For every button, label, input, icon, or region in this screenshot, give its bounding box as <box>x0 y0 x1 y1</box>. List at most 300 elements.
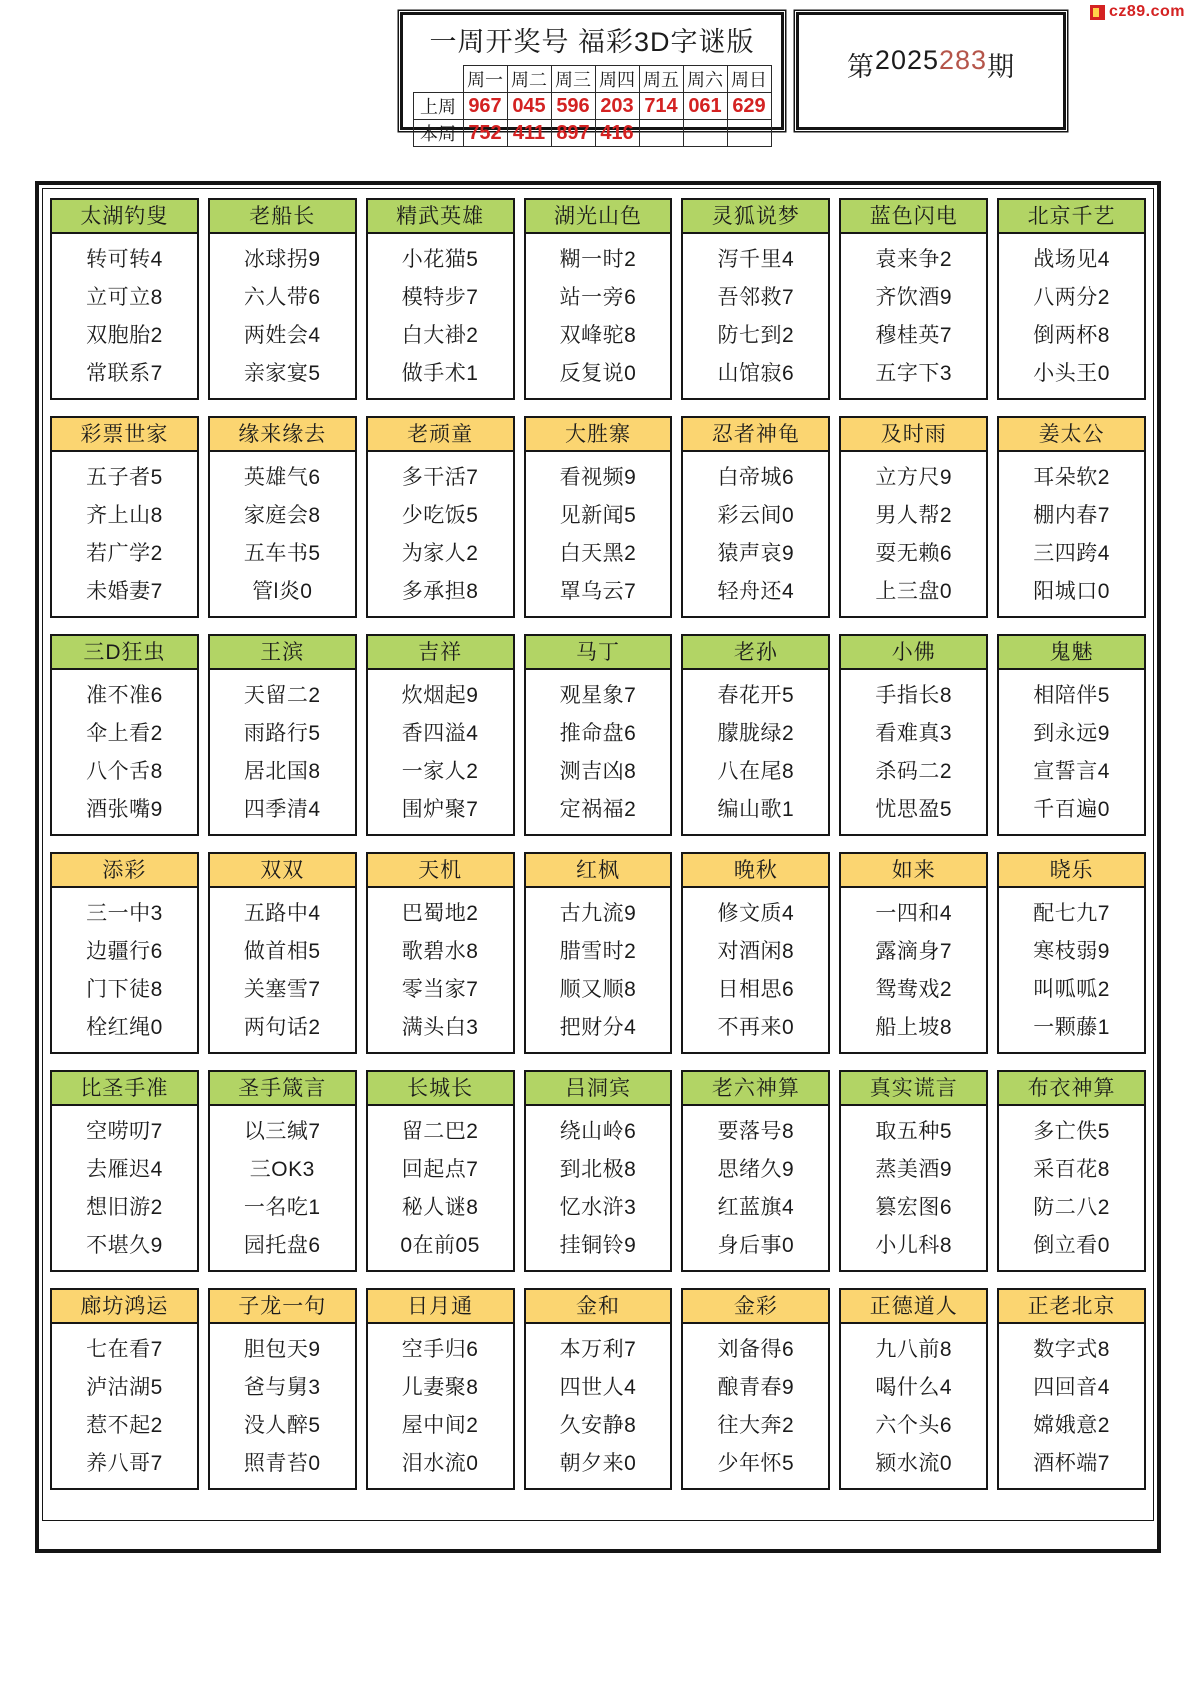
riddle-line: 蒸美酒9 <box>875 1158 953 1181</box>
riddle-line: 五字下3 <box>875 362 953 385</box>
riddle-line: 朦胧绿2 <box>717 722 795 745</box>
riddle-card-title: 正老北京 <box>999 1290 1144 1324</box>
riddle-line: 冰球拐9 <box>243 248 321 271</box>
riddle-card-title: 缘来缘去 <box>210 418 355 452</box>
site-logo[interactable] <box>1090 3 1185 21</box>
riddle-line: 香四溢4 <box>401 722 479 745</box>
riddle-card <box>50 1070 199 1272</box>
riddle-card <box>997 416 1146 618</box>
riddle-card-title: 晚秋 <box>683 854 828 888</box>
riddle-line: 一名吃1 <box>243 1196 321 1219</box>
riddle-line: 观星象7 <box>559 684 637 707</box>
riddle-line: 站一旁6 <box>559 286 637 309</box>
riddle-board <box>35 181 1161 1553</box>
riddle-card-title: 大胜寨 <box>526 418 671 452</box>
riddle-card <box>366 416 515 618</box>
riddle-line: 栓红绳0 <box>86 1016 163 1039</box>
riddle-card-title: 布衣神算 <box>999 1072 1144 1106</box>
riddle-line: 居北国8 <box>243 760 321 783</box>
riddle-line: 嫦娥意2 <box>1033 1414 1110 1437</box>
riddle-card-body <box>210 888 355 1047</box>
riddle-line: 袁来争2 <box>875 248 953 271</box>
riddle-card <box>681 852 830 1054</box>
riddle-line: 修文质4 <box>717 902 795 925</box>
riddle-line: 满头白3 <box>401 1016 479 1039</box>
riddle-line: 忆水浒3 <box>559 1196 637 1219</box>
riddle-card <box>366 634 515 836</box>
riddle-line: 屋中间2 <box>401 1414 479 1437</box>
issue-prefix: 第 <box>846 52 875 82</box>
riddle-line: 男人帮2 <box>875 504 953 527</box>
riddle-line: 未婚妻7 <box>86 580 163 603</box>
riddle-card-title: 比圣手准 <box>52 1072 197 1106</box>
riddle-card-title: 姜太公 <box>999 418 1144 452</box>
riddle-line: 雨路行5 <box>243 722 321 745</box>
riddle-line: 阳城口0 <box>1033 580 1110 603</box>
riddle-line: 常联系7 <box>86 362 163 385</box>
riddle-card-title: 彩票世家 <box>52 418 197 452</box>
riddle-card-title: 吉祥 <box>368 636 513 670</box>
riddle-card-body <box>368 888 513 1047</box>
riddle-card-title: 小佛 <box>841 636 986 670</box>
riddle-card-title: 鬼魅 <box>999 636 1144 670</box>
riddle-line: 山馆寂6 <box>717 362 795 385</box>
riddle-card-title: 及时雨 <box>841 418 986 452</box>
riddle-card-body <box>52 1324 197 1483</box>
riddle-card <box>366 198 515 400</box>
riddle-line: 想旧游2 <box>86 1196 163 1219</box>
riddle-card-body <box>52 670 197 829</box>
riddle-line: 多亡佚5 <box>1033 1120 1110 1143</box>
riddle-line: 泸沽湖5 <box>86 1376 163 1399</box>
riddle-card-title: 忍者神龟 <box>683 418 828 452</box>
riddle-line: 测吉凶8 <box>559 760 637 783</box>
riddle-card-body <box>999 452 1144 611</box>
riddle-line: 少年怀5 <box>717 1452 795 1475</box>
riddle-line: 上三盘0 <box>875 580 953 603</box>
riddle-card <box>839 634 988 836</box>
riddle-card <box>366 852 515 1054</box>
draw-number: 629 <box>727 93 771 120</box>
riddle-line: 要落号8 <box>717 1120 795 1143</box>
riddle-card <box>839 1070 988 1272</box>
riddle-card-body <box>210 670 355 829</box>
riddle-line: 喝什么4 <box>875 1376 953 1399</box>
draw-number: 416 <box>595 120 639 147</box>
riddle-line: 红蓝旗4 <box>717 1196 795 1219</box>
site-logo-text: cz89.com <box>1108 3 1185 20</box>
riddle-card <box>839 198 988 400</box>
day-header: 周三 <box>551 66 595 93</box>
riddle-line: 照青苔0 <box>243 1452 321 1475</box>
riddle-card-body <box>999 1106 1144 1265</box>
issue-panel <box>796 12 1066 130</box>
riddle-line: 小儿科8 <box>875 1234 953 1257</box>
riddle-line: 儿妻聚8 <box>401 1376 479 1399</box>
riddle-board-inner <box>42 188 1154 1521</box>
riddle-line: 秘人谜8 <box>401 1196 479 1219</box>
riddle-line: 定祸福2 <box>559 798 637 821</box>
riddle-card-body <box>683 1324 828 1483</box>
riddle-line: 相陪伴5 <box>1033 684 1110 707</box>
results-row <box>413 93 771 120</box>
riddle-card <box>524 852 673 1054</box>
riddle-card-body <box>526 670 671 829</box>
riddle-line: 0在前05 <box>400 1234 480 1257</box>
riddle-line: 空手归6 <box>401 1338 479 1361</box>
riddle-line: 双峰驼8 <box>559 324 637 347</box>
riddle-line: 四季清4 <box>243 798 321 821</box>
day-header: 周六 <box>683 66 727 93</box>
riddle-line: 彩云间0 <box>717 504 795 527</box>
riddle-line: 管l炎0 <box>252 580 313 603</box>
draw-number: 752 <box>463 120 507 147</box>
riddle-card-body <box>999 670 1144 829</box>
riddle-line: 往大奔2 <box>717 1414 795 1437</box>
riddle-card-body <box>52 234 197 393</box>
riddle-line: 泪水流0 <box>401 1452 479 1475</box>
riddle-line: 篡宏图6 <box>875 1196 953 1219</box>
riddle-line: 以三缄7 <box>243 1120 321 1143</box>
riddle-line: 酿青春9 <box>717 1376 795 1399</box>
riddle-line: 罩乌云7 <box>559 580 637 603</box>
riddle-line: 吾邻救7 <box>717 286 795 309</box>
riddle-line: 九八前8 <box>875 1338 953 1361</box>
riddle-line: 本万利7 <box>559 1338 637 1361</box>
riddle-line: 转可转4 <box>86 248 163 271</box>
riddle-card <box>50 198 199 400</box>
riddle-card <box>997 1288 1146 1490</box>
riddle-card-title: 廊坊鸿运 <box>52 1290 197 1324</box>
riddle-line: 身后事0 <box>717 1234 795 1257</box>
riddle-card-title: 马丁 <box>526 636 671 670</box>
riddle-line: 杀码二2 <box>875 760 953 783</box>
draw-number: 596 <box>551 93 595 120</box>
riddle-line: 鸳鸯戏2 <box>875 978 953 1001</box>
table-corner-cell <box>413 66 463 93</box>
draw-number <box>683 120 727 147</box>
riddle-line: 刘备得6 <box>717 1338 795 1361</box>
riddle-card <box>524 198 673 400</box>
riddle-line: 双胞胎2 <box>86 324 163 347</box>
riddle-card-title: 双双 <box>210 854 355 888</box>
riddle-card <box>524 1070 673 1272</box>
draw-number: 061 <box>683 93 727 120</box>
riddle-card-body <box>841 1324 986 1483</box>
riddle-card <box>366 1288 515 1490</box>
riddle-line: 战场见4 <box>1033 248 1110 271</box>
riddle-card-body <box>841 888 986 1047</box>
riddle-card-body <box>841 1106 986 1265</box>
riddle-card-title: 真实谎言 <box>841 1072 986 1106</box>
riddle-line: 亲家宴5 <box>243 362 321 385</box>
draw-number: 203 <box>595 93 639 120</box>
riddle-card-body <box>210 1324 355 1483</box>
riddle-line: 朝夕来0 <box>559 1452 637 1475</box>
riddle-line: 炊烟起9 <box>401 684 479 707</box>
riddle-line: 爸与舅3 <box>243 1376 321 1399</box>
riddle-line: 反复说0 <box>559 362 637 385</box>
riddle-line: 白天黑2 <box>559 542 637 565</box>
riddle-line: 零当家7 <box>401 978 479 1001</box>
riddle-card-body <box>368 1106 513 1265</box>
riddle-line: 穆桂英7 <box>875 324 953 347</box>
riddle-card-title: 蓝色闪电 <box>841 200 986 234</box>
riddle-line: 思绪久9 <box>717 1158 795 1181</box>
riddle-card-title: 金彩 <box>683 1290 828 1324</box>
riddle-line: 去雁迟4 <box>86 1158 163 1181</box>
draw-number: 411 <box>507 120 551 147</box>
riddle-card <box>366 1070 515 1272</box>
riddle-line: 立可立8 <box>86 286 163 309</box>
riddle-line: 推命盘6 <box>559 722 637 745</box>
draw-number <box>639 120 683 147</box>
riddle-card-body <box>526 452 671 611</box>
riddle-line: 配七九7 <box>1033 902 1110 925</box>
riddle-line: 伞上看2 <box>86 722 163 745</box>
riddle-card-title: 日月通 <box>368 1290 513 1324</box>
riddle-line: 酒杯端7 <box>1033 1452 1110 1475</box>
riddle-line: 对酒闲8 <box>717 940 795 963</box>
riddle-card <box>208 416 357 618</box>
issue-number: 283 <box>939 45 988 75</box>
riddle-card-title: 如来 <box>841 854 986 888</box>
riddle-line: 防七到2 <box>717 324 795 347</box>
riddle-line: 数字式8 <box>1033 1338 1110 1361</box>
riddle-line: 耳朵软2 <box>1033 466 1110 489</box>
riddle-line: 两姓会4 <box>243 324 321 347</box>
riddle-line: 猿声哀9 <box>717 542 795 565</box>
riddle-card <box>50 1288 199 1490</box>
riddle-line: 轻舟还4 <box>717 580 795 603</box>
riddle-card-body <box>210 234 355 393</box>
riddle-line: 三OK3 <box>249 1158 315 1181</box>
riddle-line: 不再来0 <box>717 1016 795 1039</box>
riddle-line: 两句话2 <box>243 1016 321 1039</box>
riddle-line: 少吃饭5 <box>401 504 479 527</box>
riddle-line: 看视频9 <box>559 466 637 489</box>
riddle-card <box>997 852 1146 1054</box>
riddle-card <box>208 198 357 400</box>
riddle-card-title: 三D狂虫 <box>52 636 197 670</box>
riddle-card <box>208 1070 357 1272</box>
riddle-card <box>839 1288 988 1490</box>
riddle-card-title: 吕洞宾 <box>526 1072 671 1106</box>
riddle-card-body <box>841 670 986 829</box>
riddle-line: 七在看7 <box>86 1338 163 1361</box>
riddle-line: 八两分2 <box>1033 286 1110 309</box>
riddle-line: 春花开5 <box>717 684 795 707</box>
riddle-line: 胆包天9 <box>243 1338 321 1361</box>
riddle-line: 把财分4 <box>559 1016 637 1039</box>
riddle-line: 绕山岭6 <box>559 1120 637 1143</box>
riddle-card-title: 天机 <box>368 854 513 888</box>
riddle-line: 做手术1 <box>401 362 479 385</box>
riddle-line: 一家人2 <box>401 760 479 783</box>
riddle-line: 做首相5 <box>243 940 321 963</box>
results-row-label: 本周 <box>413 120 463 147</box>
riddle-card <box>50 416 199 618</box>
riddle-card <box>524 1288 673 1490</box>
riddle-card-title: 老六神算 <box>683 1072 828 1106</box>
riddle-card-body <box>999 234 1144 393</box>
riddle-card-title: 老顽童 <box>368 418 513 452</box>
day-header: 周二 <box>507 66 551 93</box>
riddle-card <box>208 1288 357 1490</box>
riddle-line: 见新闻5 <box>559 504 637 527</box>
riddle-card-title: 太湖钓叟 <box>52 200 197 234</box>
riddle-card-title: 子龙一句 <box>210 1290 355 1324</box>
riddle-line: 六人带6 <box>243 286 321 309</box>
draw-number: 714 <box>639 93 683 120</box>
riddle-card-title: 红枫 <box>526 854 671 888</box>
riddle-card-title: 湖光山色 <box>526 200 671 234</box>
riddle-line: 关塞雪7 <box>243 978 321 1001</box>
riddle-card-title: 精武英雄 <box>368 200 513 234</box>
riddle-line: 一颗藤1 <box>1033 1016 1110 1039</box>
riddle-line: 久安静8 <box>559 1414 637 1437</box>
riddle-card-body <box>526 234 671 393</box>
riddle-line: 六个头6 <box>875 1414 953 1437</box>
day-header: 周一 <box>463 66 507 93</box>
riddle-card <box>839 416 988 618</box>
riddle-card-body <box>683 670 828 829</box>
riddle-card <box>681 198 830 400</box>
riddle-card-title: 王滨 <box>210 636 355 670</box>
riddle-card <box>50 852 199 1054</box>
riddle-line: 八个舌8 <box>86 760 163 783</box>
riddle-card-body <box>210 452 355 611</box>
riddle-card <box>997 1070 1146 1272</box>
riddle-line: 腊雪时2 <box>559 940 637 963</box>
day-header: 周五 <box>639 66 683 93</box>
riddle-card-title: 灵狐说梦 <box>683 200 828 234</box>
riddle-line: 歌碧水8 <box>401 940 479 963</box>
riddle-line: 五子者5 <box>86 466 163 489</box>
riddle-line: 寒枝弱9 <box>1033 940 1110 963</box>
riddle-line: 家庭会8 <box>243 504 321 527</box>
riddle-card-title: 老船长 <box>210 200 355 234</box>
draw-number: 045 <box>507 93 551 120</box>
weekly-results-table <box>413 65 772 147</box>
riddle-line: 齐上山8 <box>86 504 163 527</box>
riddle-line: 挂铜铃9 <box>559 1234 637 1257</box>
riddle-line: 为家人2 <box>401 542 479 565</box>
riddle-card-body <box>52 1106 197 1265</box>
riddle-card-body <box>368 670 513 829</box>
riddle-card-body <box>999 1324 1144 1483</box>
riddle-card-title: 金和 <box>526 1290 671 1324</box>
riddle-line: 小花猫5 <box>401 248 479 271</box>
riddle-line: 天留二2 <box>243 684 321 707</box>
riddle-card-title: 晓乐 <box>999 854 1144 888</box>
riddle-line: 采百花8 <box>1033 1158 1110 1181</box>
draw-number <box>727 120 771 147</box>
riddle-line: 没人醉5 <box>243 1414 321 1437</box>
riddle-line: 棚内春7 <box>1033 504 1110 527</box>
riddle-line: 多承担8 <box>401 580 479 603</box>
riddle-line: 八在尾8 <box>717 760 795 783</box>
riddle-line: 日相思6 <box>717 978 795 1001</box>
riddle-line: 边疆行6 <box>86 940 163 963</box>
riddle-card-title: 长城长 <box>368 1072 513 1106</box>
riddle-line: 五路中4 <box>243 902 321 925</box>
results-row-label: 上周 <box>413 93 463 120</box>
riddle-card-body <box>526 1324 671 1483</box>
riddle-line: 四回音4 <box>1033 1376 1110 1399</box>
riddle-line: 白大褂2 <box>401 324 479 347</box>
riddle-line: 围炉聚7 <box>401 798 479 821</box>
riddle-card-title: 圣手箴言 <box>210 1072 355 1106</box>
riddle-card-body <box>683 888 828 1047</box>
draw-number: 967 <box>463 93 507 120</box>
riddle-line: 齐饮酒9 <box>875 286 953 309</box>
riddle-card-body <box>683 452 828 611</box>
riddle-line: 回起点7 <box>401 1158 479 1181</box>
riddle-card-body <box>368 452 513 611</box>
weekly-results-title: 一周开奖号 福彩3D字谜版 <box>429 27 755 57</box>
issue-year: 2025 <box>874 45 939 75</box>
riddle-line: 忧思盈5 <box>875 798 953 821</box>
riddle-line: 倒立看0 <box>1033 1234 1110 1257</box>
riddle-card-body <box>368 1324 513 1483</box>
riddle-line: 立方尺9 <box>875 466 953 489</box>
riddle-card <box>208 634 357 836</box>
riddle-line: 空唠叨7 <box>86 1120 163 1143</box>
riddle-card <box>681 1288 830 1490</box>
riddle-line: 顺又顺8 <box>559 978 637 1001</box>
riddle-line: 不堪久9 <box>86 1234 163 1257</box>
riddle-card-body <box>52 452 197 611</box>
day-header: 周日 <box>727 66 771 93</box>
riddle-line: 看难真3 <box>875 722 953 745</box>
draw-number: 897 <box>551 120 595 147</box>
riddle-line: 三四跨4 <box>1033 542 1110 565</box>
riddle-card-title: 添彩 <box>52 854 197 888</box>
riddle-line: 泻千里4 <box>717 248 795 271</box>
riddle-card-title: 正德道人 <box>841 1290 986 1324</box>
riddle-card-body <box>368 234 513 393</box>
riddle-line: 颍水流0 <box>875 1452 953 1475</box>
riddle-card <box>839 852 988 1054</box>
riddle-card <box>524 416 673 618</box>
riddle-line: 到永远9 <box>1033 722 1110 745</box>
riddle-line: 到北极8 <box>559 1158 637 1181</box>
riddle-card <box>681 634 830 836</box>
riddle-card-title: 北京千艺 <box>999 200 1144 234</box>
riddle-line: 倒两杯8 <box>1033 324 1110 347</box>
riddle-line: 一四和4 <box>875 902 953 925</box>
riddle-line: 四世人4 <box>559 1376 637 1399</box>
riddle-line: 叫呱呱2 <box>1033 978 1110 1001</box>
riddle-line: 若广学2 <box>86 542 163 565</box>
riddle-line: 惹不起2 <box>86 1414 163 1437</box>
riddle-line: 三一中3 <box>86 902 163 925</box>
riddle-card <box>208 852 357 1054</box>
site-logo-icon <box>1090 5 1105 20</box>
riddle-line: 留二巴2 <box>401 1120 479 1143</box>
riddle-card <box>50 634 199 836</box>
riddle-line: 防二八2 <box>1033 1196 1110 1219</box>
riddle-line: 耍无赖6 <box>875 542 953 565</box>
riddle-line: 多干活7 <box>401 466 479 489</box>
riddle-card <box>681 1070 830 1272</box>
riddle-card-body <box>683 234 828 393</box>
riddle-card-body <box>526 888 671 1047</box>
weekly-results-panel <box>400 12 784 144</box>
riddle-card-body <box>841 234 986 393</box>
results-row <box>413 120 771 147</box>
